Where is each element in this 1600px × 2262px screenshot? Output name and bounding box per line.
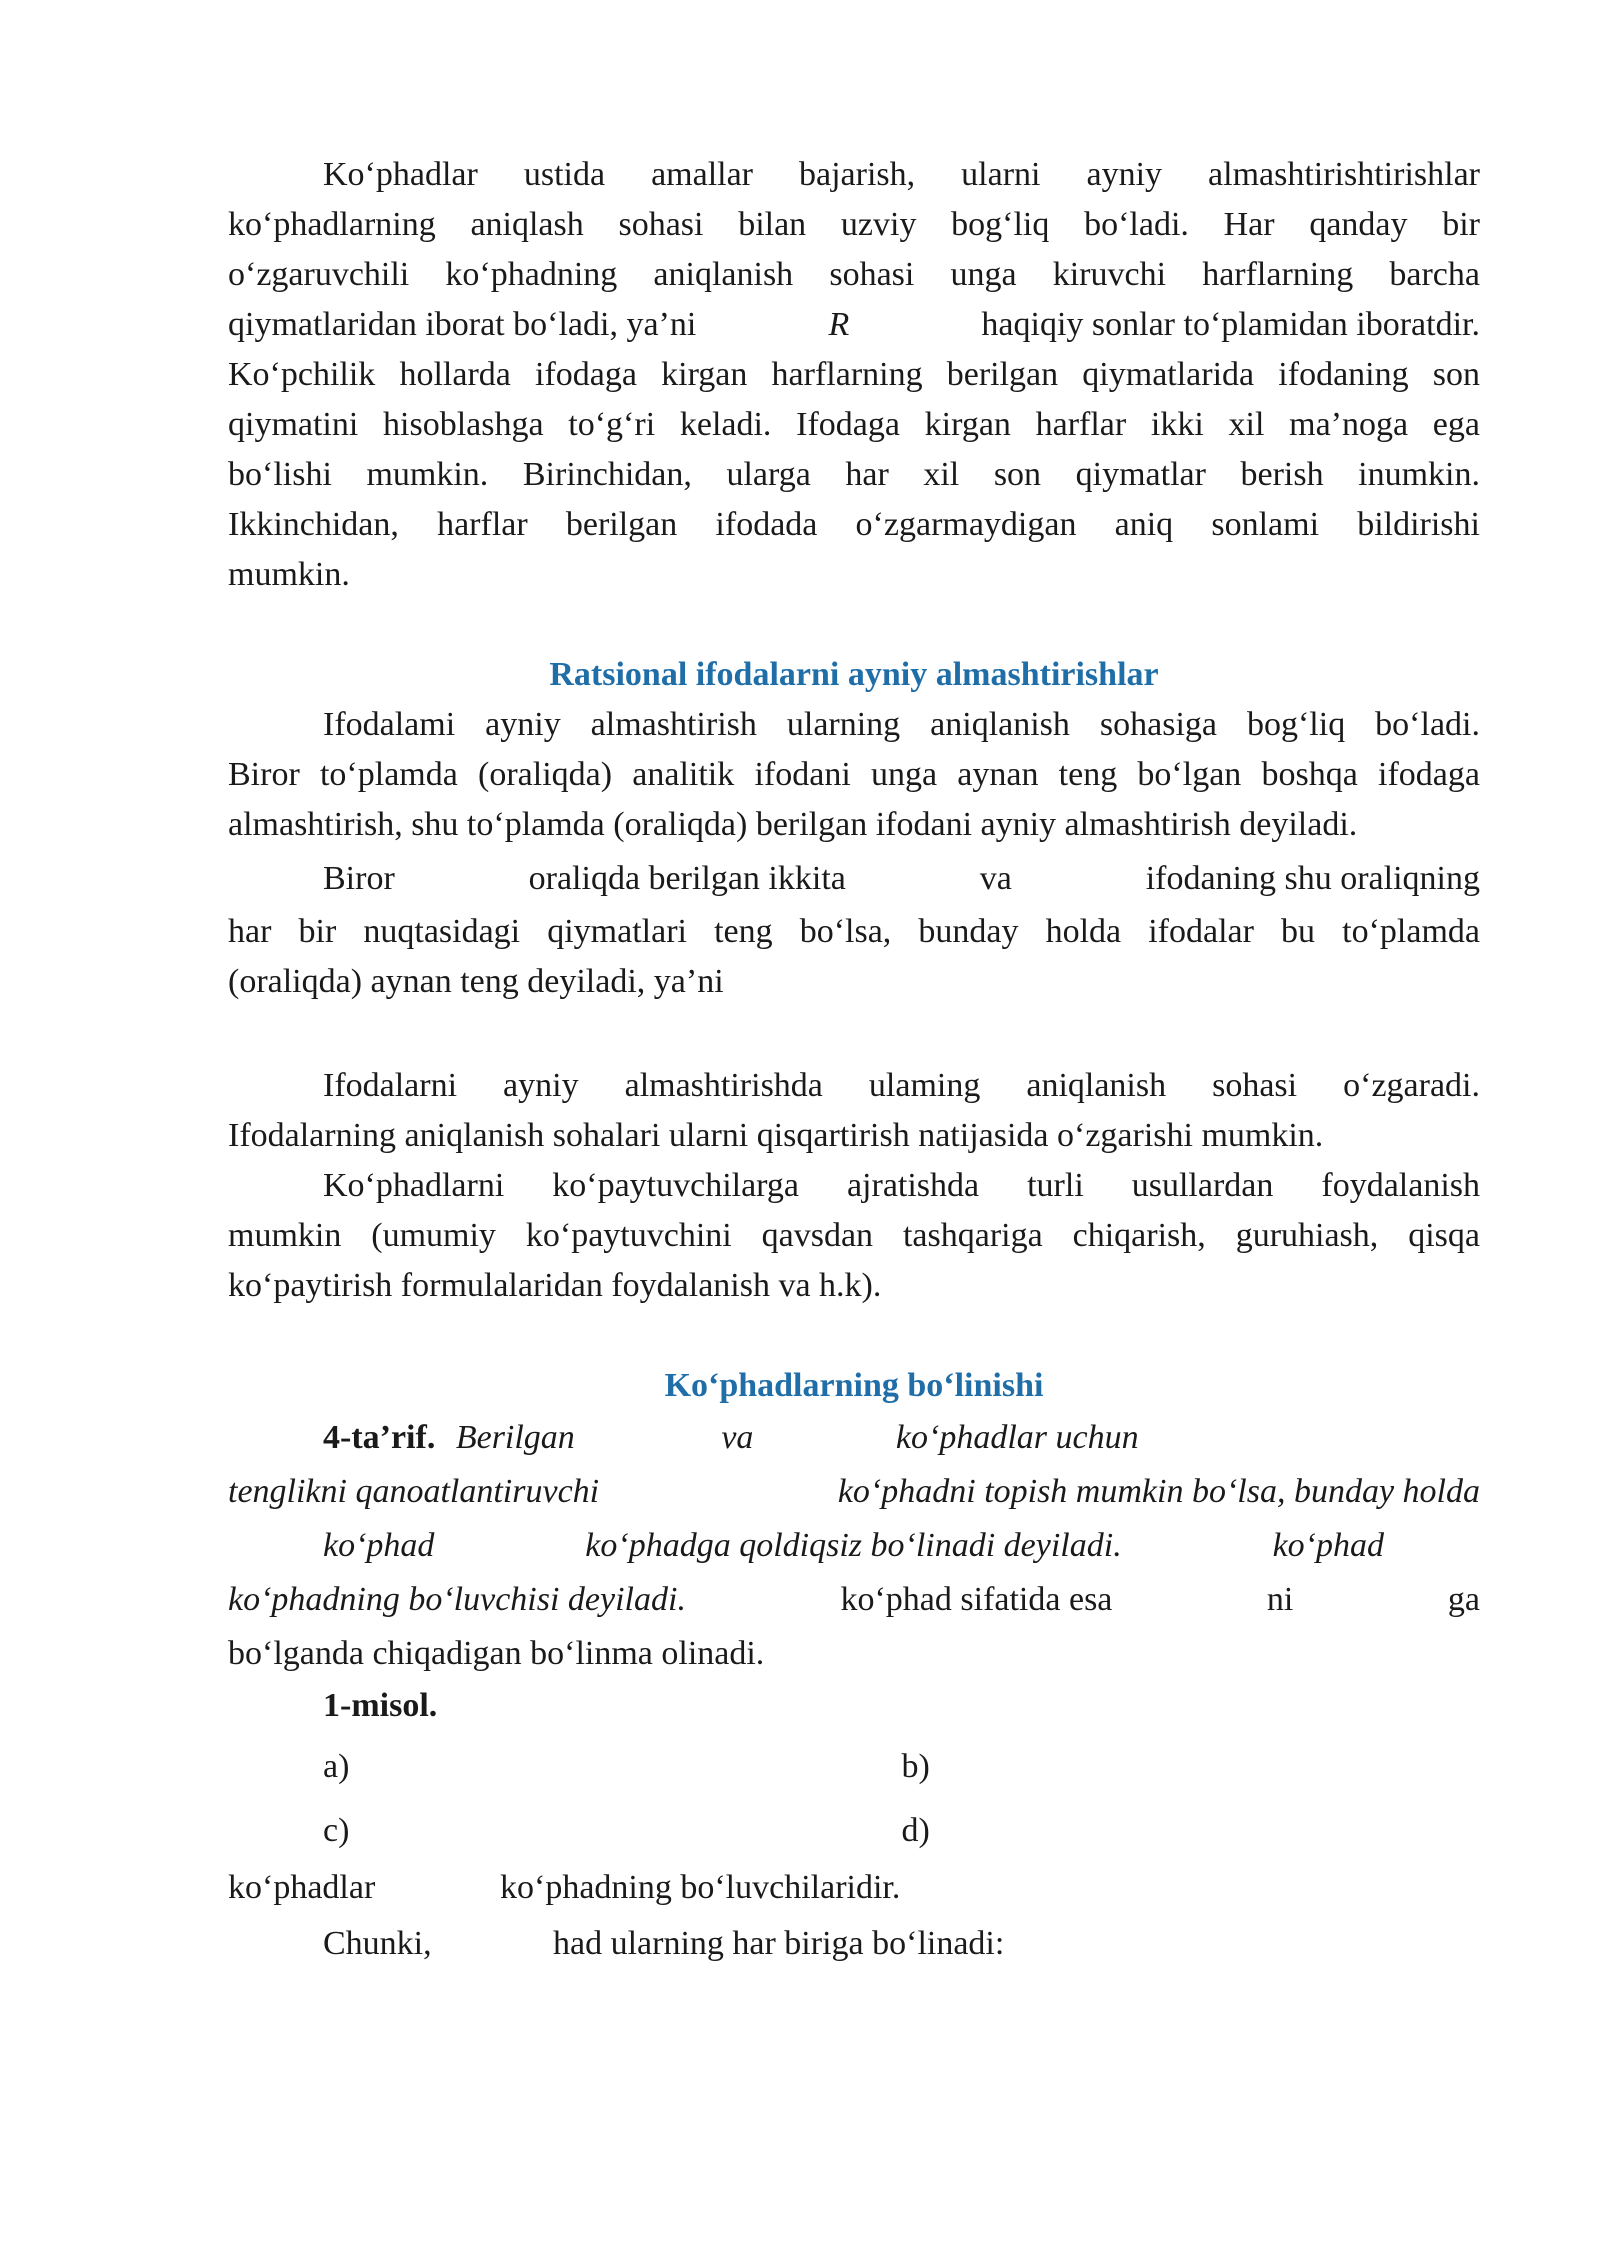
text-segment: oraliqda berilgan ikkita <box>528 860 846 897</box>
text-segment: had ularning har biriga bo‘linadi: <box>553 1925 1005 1962</box>
text-segment: qiymatlaridan iborat bo‘ladi, ya’ni <box>228 306 697 343</box>
text-line: mumkin. <box>228 556 350 593</box>
text-line <box>228 1919 1480 1969</box>
section1-paragraph-4 <box>228 1161 1480 1311</box>
text-line: Ifodalarni ayniy almashtirishda ulaming aniqlanish sohasi o‘zgaradi. <box>323 1067 1480 1104</box>
text-line: Ko‘phadlar ustida amallar bajarish, ularni ayniy almashtirishtirishlar <box>323 156 1480 193</box>
text-line: ko‘paytirish formulalaridan foydalanish va h.k). <box>228 1267 882 1304</box>
section1-paragraph-3 <box>228 1061 1480 1161</box>
example-item: d) <box>901 1812 930 1849</box>
text-segment: ko‘phadni topish mumkin bo‘lsa, bunday holda <box>837 1473 1480 1510</box>
definition-label: 4-ta’rif. <box>323 1419 436 1456</box>
text-segment: Berilgan <box>455 1419 575 1456</box>
document-page <box>228 150 1480 1969</box>
text-segment: ko‘phad <box>323 1527 435 1564</box>
text-line <box>228 300 1480 350</box>
text-line: almashtirish, shu to‘plamda (oraliqda) berilgan ifodani ayniy almashtirish deyiladi. <box>228 806 1358 843</box>
text-line <box>228 1573 1480 1627</box>
text-segment: tenglikni qanoatlantiruvchi <box>228 1473 600 1510</box>
text-segment: ifodaning shu oraliqning <box>1145 860 1480 897</box>
text-line: (oraliqda) aynan teng deyiladi, ya’ni <box>228 963 724 1000</box>
text-line <box>228 1411 1480 1465</box>
text-line <box>228 1465 1480 1519</box>
text-line <box>228 1519 1480 1573</box>
text-line: o‘zgaruvchili ko‘phadning aniqlanish sohasi unga kiruvchi harflarning barcha <box>228 256 1480 293</box>
section-heading: Ko‘phadlarning bo‘linishi <box>664 1367 1044 1404</box>
text-line: Ifodalarning aniqlanish sohalari ularni qisqartirish natijasida o‘zgarishi mumkin. <box>228 1117 1324 1154</box>
text-segment: ko‘phad <box>1272 1527 1384 1564</box>
text-segment: Biror <box>323 860 395 897</box>
example-row <box>228 1739 1480 1795</box>
text-line <box>228 854 1480 904</box>
set-symbol: R <box>828 306 850 343</box>
text-segment: va <box>979 860 1012 897</box>
text-line <box>228 1863 1480 1913</box>
example-row <box>228 1803 1480 1859</box>
text-line: Ikkinchidan, harflar berilgan ifodada o‘zgarmaydigan aniq sonlami bildirishi <box>228 506 1480 543</box>
text-segment: ko‘phadning bo‘luvchisi deyiladi. <box>228 1581 686 1618</box>
text-segment: ko‘phadning bo‘luvchilaridir. <box>500 1869 901 1906</box>
text-line: ko‘phadlarning aniqlash sohasi bilan uzviy bog‘liq bo‘ladi. Har qanday bir <box>228 206 1480 243</box>
text-line: bo‘lganda chiqadigan bo‘linma olinadi. <box>228 1635 765 1672</box>
example-label: 1-misol. <box>323 1687 438 1724</box>
text-segment: ga <box>1447 1581 1480 1618</box>
text-segment: ni <box>1266 1581 1294 1618</box>
example-item: a) <box>323 1748 350 1785</box>
text-line: mumkin (umumiy ko‘paytuvchini qavsdan tashqariga chiqarish, guruhiash, qisqa <box>228 1217 1480 1254</box>
example-item: b) <box>901 1748 930 1785</box>
text-line: Biror to‘plamda (oraliqda) analitik ifodani unga aynan teng bo‘lgan boshqa ifodaga <box>228 756 1480 793</box>
section1-paragraph-2 <box>228 854 1480 1007</box>
text-segment: ko‘phadlar <box>228 1869 376 1906</box>
text-segment: haqiqiy sonlar to‘plamidan iboratdir. <box>981 306 1480 343</box>
text-segment: Chunki, <box>323 1925 432 1962</box>
text-line: Ko‘phadlarni ko‘paytuvchilarga ajratishda turli usullardan foydalanish <box>323 1167 1480 1204</box>
example-item: c) <box>323 1812 350 1849</box>
text-line: bo‘lishi mumkin. Birinchidan, ularga har xil son qiymatlar berish inumkin. <box>228 456 1480 493</box>
text-line: qiymatini hisoblashga to‘g‘ri keladi. Ifodaga kirgan harflar ikki xil ma’noga ega <box>228 406 1480 443</box>
text-segment: ko‘phadlar uchun <box>895 1419 1139 1456</box>
text-line: Ko‘pchilik hollarda ifodaga kirgan harflarning berilgan qiymatlarida ifodaning son <box>228 356 1480 393</box>
section-heading: Ratsional ifodalarni ayniy almashtirishlar <box>549 656 1159 693</box>
definition-block <box>228 1411 1480 1681</box>
text-segment: ko‘phad sifatida esa <box>840 1581 1113 1618</box>
text-segment: ko‘phadga qoldiqsiz bo‘linadi deyiladi. <box>585 1527 1122 1564</box>
example-block <box>228 1681 1480 1969</box>
section1-paragraph-1 <box>228 700 1480 850</box>
text-line: Ifodalami ayniy almashtirish ularning aniqlanish sohasiga bog‘liq bo‘ladi. <box>323 706 1480 743</box>
intro-paragraph <box>228 150 1480 600</box>
text-segment: va <box>721 1419 754 1456</box>
text-line: har bir nuqtasidagi qiymatlari teng bo‘lsa, bunday holda ifodalar bu to‘plamda <box>228 913 1480 950</box>
